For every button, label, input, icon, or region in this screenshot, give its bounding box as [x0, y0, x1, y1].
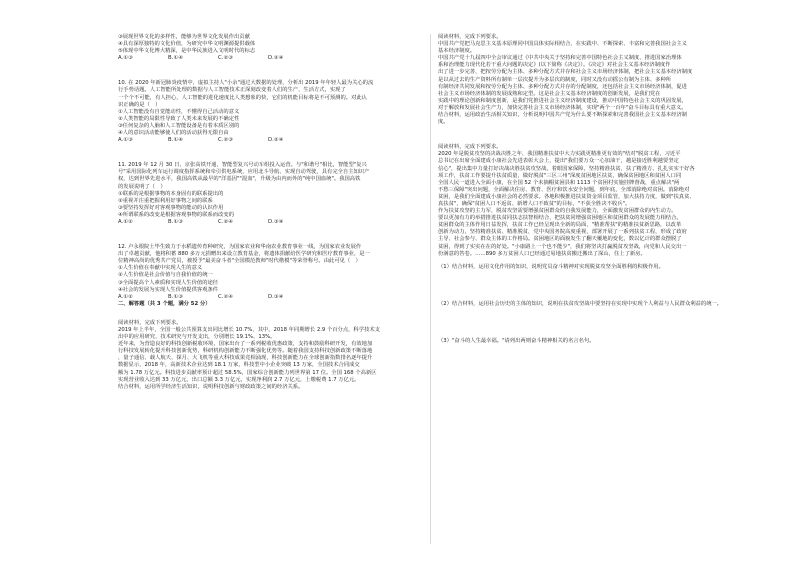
option-d: D.②④ [268, 137, 284, 144]
q15-material: 创新为动力，坚持精准扶贫、精准脱贫，党中央国务院高度重视，部署开展了一系列扶贫工程，形成了政府 [438, 229, 687, 236]
q10-item: ①人工智能没有自觉能动性，不懂得自己活动的意义 [118, 108, 240, 115]
q12-item: ③全面提高个人素质和实现人生价值的途径 [118, 279, 219, 286]
q14-intro: 阅读材料，完成下列要求。 [438, 34, 502, 40]
option-a: A.①③ [118, 55, 133, 62]
q12-item: ②人生价值是社会价值与自我价值的统一 [118, 272, 213, 279]
q15-material: 贫困，是我们全面建成小康社会的必然要求。各地积极推进扶贫资金项目监管，加大扶持力度，做到"扶真贫、 [438, 193, 695, 200]
q15-material: 信心"，提出集中力量打好决战决胜扶贫攻坚战，着眼国家保障，坚持精准扶贫，扶了精准方、扎扎实实干好各 [438, 165, 695, 172]
q14-material: 中国共产党十九届四中全会审议通过《中共中央关于坚持和完善中国特色社会主义制度、推进国家治理体 [438, 55, 682, 62]
q12-item: ④社会的发展为实现人生价值提供客观条件 [118, 286, 219, 293]
q13-material: 近年来，为营造良好的科技创新税收环境，国家出台了一系列税收优惠政策，支持和鼓励科研开发，有效地加 [118, 341, 373, 348]
q15-sub-question-1: （1）结合材料，运用文化作用的知识，说明党员奋斗精神对实现脱贫攻坚全面胜利的积极作用。 [438, 263, 664, 270]
column-divider [430, 34, 431, 544]
option-c: C.②④ [218, 218, 233, 225]
option-d: D.③④ [268, 293, 284, 300]
q13-material: 出中的应用研究、技术研究与开发支出，分别增长 19.1%、13%。 [118, 334, 276, 341]
q10-stem: 识正确的是（ ） [118, 101, 161, 108]
option-a: A.①② [118, 293, 133, 300]
q15-material: 要以更加有力的举措推进扶贫同扶志扶智相结合，把扶贫同增强贫困地区和贫困群众的发展能力相结合。 [438, 215, 682, 222]
q12-item: ①人生价值在奉献中实现人生的意义 [118, 265, 203, 272]
q15-material: 份满意的答卷。……890 多万贫困人口已经通过易地扶贫搬迁搬出了深山，住上了新房。 [438, 250, 646, 257]
q9-item: ⑤体现中华文化博大精深，是中华民族进入文明时代的标志 [118, 48, 256, 55]
q13-material: 数据显示，2018 年，高新技术企业达到 18.1 万家，科技型中小企业突破 13 万家，全国技术合同成交 [118, 362, 360, 369]
option-c: C.②③ [218, 55, 233, 62]
option-b: B.①③ [168, 293, 183, 300]
q13-material: 行科技发展转化提升科技创新优势，科研机构创新能力不断强化优势等。随着我国支持科技创新政策不断落地 [118, 348, 373, 355]
q14-material: 对于解放和发展社会生产力，加快完善社会主义市场经济体制，实现"两个一百年"奋斗目标具有重大意义。 [438, 104, 687, 111]
q15-material: 总书记在出席全面建成小康社会先进表彰大会上，提出"我们要万众一心加油干，越是接近胜利越要坚定 [438, 158, 679, 165]
left-column [118, 34, 422, 391]
q9-options [118, 55, 422, 62]
q11-options [118, 219, 422, 226]
q15-material: 真扶贫"，确保"贫困人口不返贫、新增人口不致贫"的目标，"不获全胜决不收兵"。 [438, 200, 631, 207]
q15-material: 全国人民一道进入全面小康，在全国 52 个未摘帽贫困县和 1113 个贫困村实施挂牌督战，重点解决"两 [438, 179, 680, 186]
q14-question: 度。 [438, 119, 449, 126]
q15-sub-question-2: （2）结合材料，运用社会历史的主体的知识，说明在扶贫攻坚战中要坚持在实现中实现个人利益与人民群众利益的统一。 [438, 300, 723, 307]
q10-item: ③任何复杂的人脑和人工智能设备是有着本质区别的 [118, 122, 240, 129]
option-d: D.②④ [268, 55, 284, 62]
option-a: A.①③ [118, 137, 133, 144]
q14-material: 出了进一步完善，把按劳分配为主体、多种分配方式并存和社会主义市场经济体制，把社会主义基本经济制度 [438, 69, 693, 76]
section-title: 二、解答题（共 3 个题，满分 52 分） [118, 300, 211, 307]
option-c: C.②③ [218, 137, 233, 144]
q9-item: ③展现世界文化的多样性，能够为世界文化发展作出贡献 [118, 34, 250, 40]
q13-intro: 阅读材料，完成下列要求。 [118, 319, 182, 326]
q11-stem: 权，达到世界先进水平，我国高铁从最早的"洋基因""混血"，升级为由内而外的"纯中国血统"。我国高铁 [118, 176, 361, 183]
right-column [438, 34, 768, 345]
option-b: B.①④ [168, 55, 183, 62]
q15-material: 项工作，扶贫工作要提升扶贫质量，做好脱贫"三区三州"深度贫困地区扶贫，确保贫困地区和贫困人口同 [438, 172, 682, 179]
q15-material: 作为扶贫攻坚的主力军，脱贫攻坚需要增强贫困群众的自我发展能力，全面激发贫困群众的内生动力。 [438, 208, 677, 215]
q15-material: 不愁三保障"突出问题，全面解决住房、教育、医疗和饮水安全问题，到年底，全部消除绝对贫困。消除绝对 [438, 186, 690, 193]
q11-item: ④所谓联系的改变是根据客观事物的联系而改变的 [118, 211, 234, 218]
q11-item: ③要坚持发挥好对客观事物的能动的认识作用 [118, 204, 224, 211]
q11-item: ②重视并注重把握利用好事物之间的联系 [118, 197, 213, 204]
q9-item: ④具有深厚独特的文化价值，为研究中华文明渊源提供载体 [118, 41, 256, 48]
q13-material: 额为 1.78 万亿元。科技进步贡献率预计超过 58.5%，国家综合创新能力列世界第 17 位。全国 168 个高新区 [118, 369, 377, 376]
q11-stem: 11. 2019 年 12 月 30 日，京张高铁开通，智能型复兴号动车组投入运营。与"和谐号"相比，智能型"复兴 [118, 162, 367, 169]
q14-material: 实践中的理论创新和制度创新，是我们党推进社会主义经济制度建设，推动中国特色社会主义的巩固发展， [438, 97, 687, 104]
q14-material: 基本经济制度。 [438, 48, 476, 55]
q15-material: 主导、社会参与、群众主体的工作格局。贫困地区的面貌发生了翻天覆地的变化，数以亿计的群众摆脱了 [438, 236, 682, 243]
q14-material: 有制经济共同发展和按劳分配为主体、多种分配方式并存的分配制度，还包括社会主义市场经济体制，促进 [438, 83, 687, 90]
q10-item: ②人类智能的局限性导致了人类未来发展的不确定性 [118, 115, 240, 122]
q15-sub-question-3: （3）"奋斗的人生最幸福。"请列出两则奋斗精神相关的名言名句。 [438, 337, 595, 344]
q10-item: ④人的意识活动能够使人们的活动获得无限自由 [118, 130, 229, 137]
q11-stem: 号"采用国际化列车运行调度指挥系统和牵引供电系统，应用北斗导航、实现自动驾驶，具有完全自主知识产 [118, 169, 370, 176]
q13-question: 结合材料，运用所学经济生活知识，说明科技创新与财政政策之间的经济关系。 [118, 383, 304, 390]
q11-stem: 的发展说明了（ ） [118, 183, 166, 190]
option-c: C.②④ [218, 293, 233, 300]
option-d: D.③④ [268, 218, 284, 225]
q14-material: 中国共产党把马克思主义基本原理同中国具体实际相结合，在实践中、不断探索、丰富和完善我国社会主义 [438, 41, 687, 48]
q10-stem: 行手势话题。人工智能所处理的数据与人工智能技术正深刻改变着人们的生产、生活方式，实现了 [118, 87, 346, 94]
q14-question: 结合材料，运用政治生活相关知识，分析说明中国共产党为什么要不断探索和完善我国社会主义基本经济制 [438, 112, 687, 119]
q12-stem: 出了卓越贡献，他将积蓄 880 多万元捐赠出来设立教育基金，将遗体捐献给医学研究和医疗教育事业，是一 [118, 251, 370, 258]
q15-material: 贫困群众的主体作用日益发挥，扶贫工作已经呈现出全新的局面，"精准帮扶"的精准扶贫新思路，以改革 [438, 222, 682, 229]
q13-material: 2019 年上半年，全国一般公共预算支出同比增长 10.7%，其中，2018 年同期增长 2.9 个百分点，科学技术支 [118, 327, 380, 333]
q15-intro: 阅读材料，完成下列要求。 [438, 144, 502, 151]
q13-material: 实现营业收入达到 33 万亿元，出口总额 3.3 万亿元，实现净利润 2.7 万亿元，上缴税费 1.7 万亿元。 [118, 376, 360, 383]
q14-material: 社会主义市场经济体制的发展成熟和定型。这是社会主义基本经济制度的创新发展，是我们党在 [438, 90, 661, 97]
q10-options [118, 137, 422, 144]
q10-stem: 10. 在 2020 年新冠肺炎疫情中，虚拟主持人"小余"通过大数据的处理，分析出 2019 年年轻人最为关心的流 [118, 80, 374, 87]
q12-stem: 12. 卢永根院士毕生致力于水稻遗传育种研究，为国家农业和华南农业教育事业一线，为国家农业发展作 [118, 244, 362, 251]
q14-material: 系和治理能力现代化若干重大问题的决定》(以下简称《决定》）。《决定》对社会主义基本经济制度作 [438, 62, 671, 69]
q13-material: ，量子通信、载人航天、探月、大飞机等重大科技成果竞相涌现，科技创新能力在全球创新指数排名逐年提升 [118, 355, 373, 362]
q10-stem: 一个个不可能，有人担心，人工智能的进化速度比人类想象的快，它们的机能目标将是不可预测的。对此认 [118, 94, 367, 101]
q12-stem: 位精神高尚的优秀共产党员，被授予"最美奋斗者"全国模范教师"时代楷模"等荣誉称号。由此可见（ ） [118, 258, 361, 265]
q15-material: 贫困，得到了实实在在的好处。"小康路上一个也不能少"，我们将坚决打赢脱贫攻坚战，向党和人民交出一 [438, 243, 687, 250]
option-b: B.①④ [168, 137, 183, 144]
option-a: A.①② [118, 218, 133, 225]
q14-material: 是以从过去的生产资料所有制单一层次提升为多层次的制度，同时又没有动摇公有制为主体、多种所 [438, 76, 672, 83]
q12-options [118, 294, 422, 301]
q11-item: ①联系的是根据事物的本身固有的联系提出的 [118, 190, 224, 197]
q15-material: 2020 年是脱贫攻坚的决战决胜之年，我国精准扶贫中大力实践更精准更有效的"结对"脱贫工程，习近平 [438, 151, 681, 158]
option-b: B.①③ [168, 218, 183, 225]
